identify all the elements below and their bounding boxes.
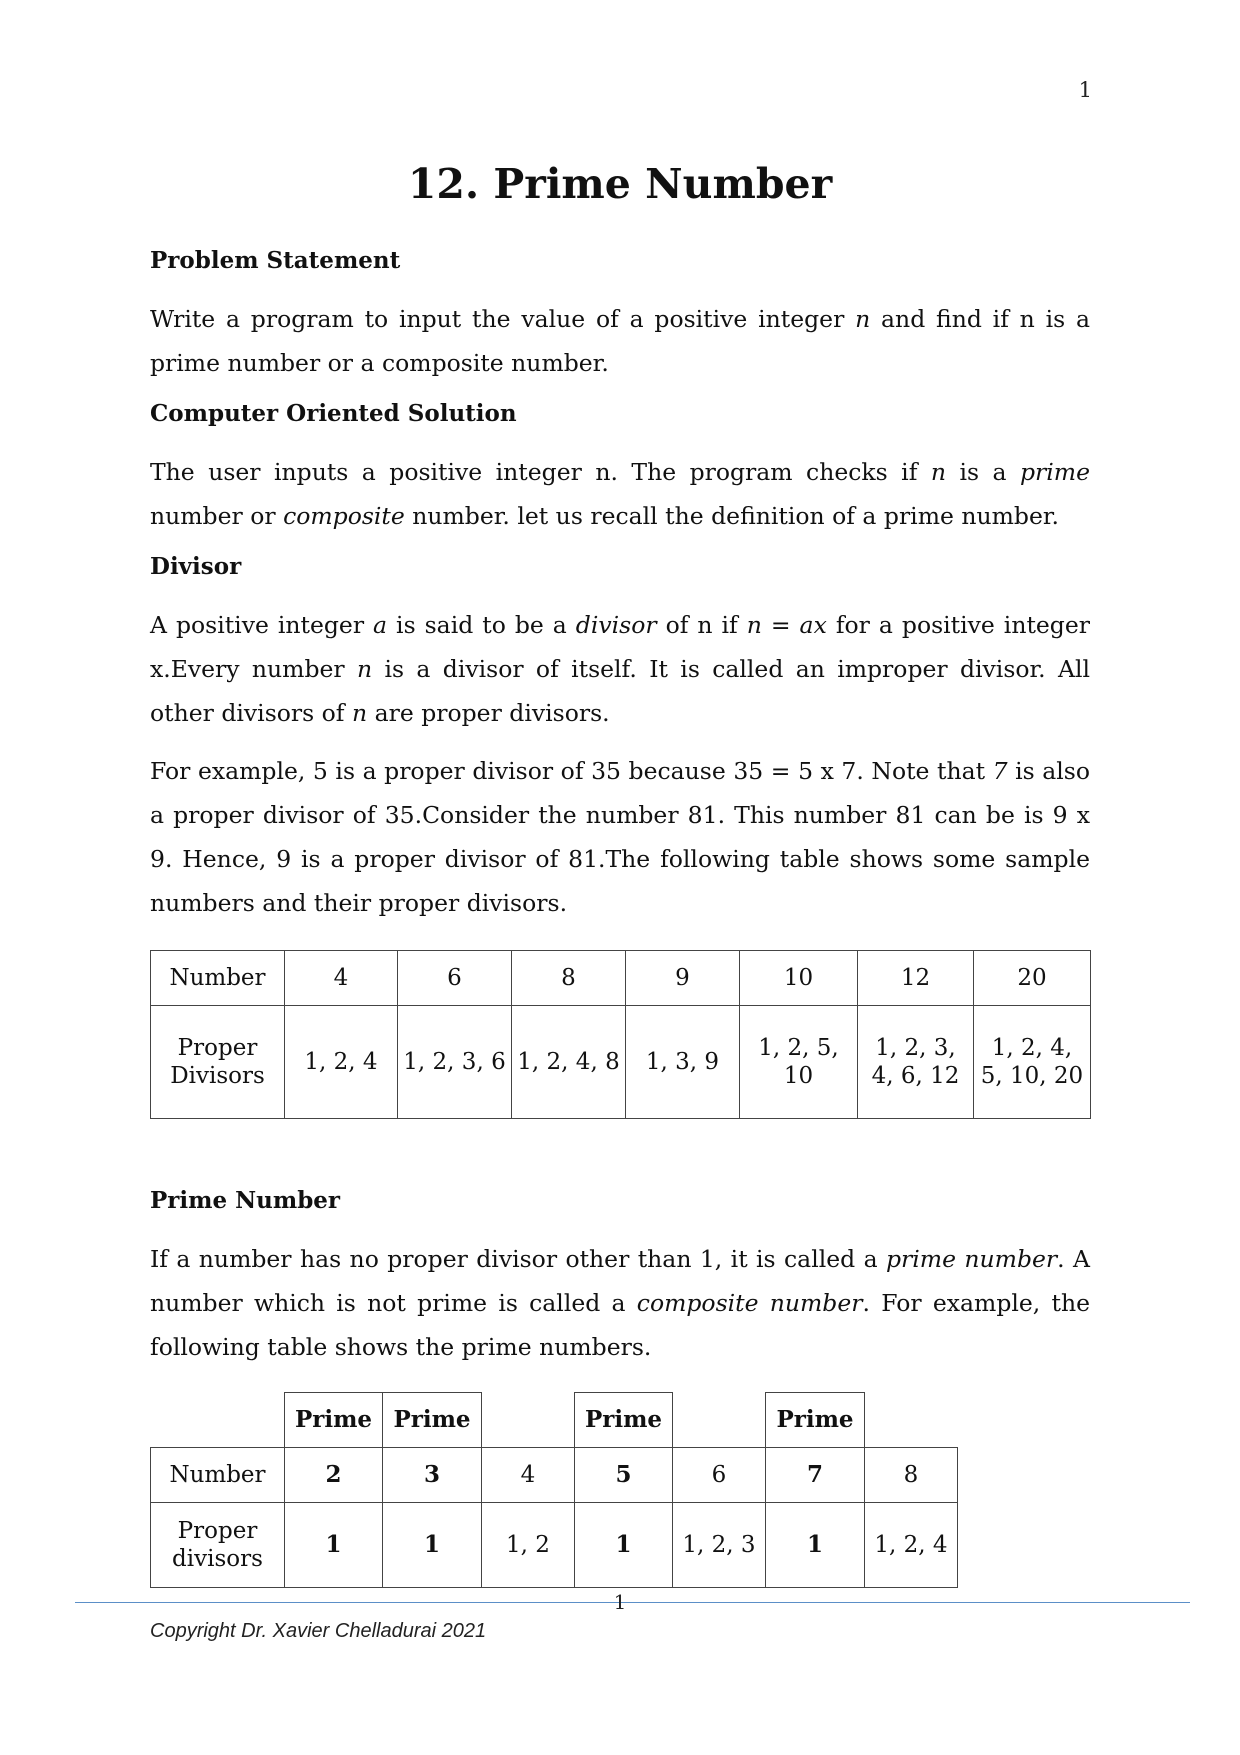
content-body-prime (150, 1186, 1090, 1369)
table-cell: 2 (285, 1448, 383, 1503)
page-number-top: 1 (1078, 78, 1092, 102)
table-cell: 8 (865, 1448, 958, 1503)
heading-solution: Computer Oriented Solution (150, 400, 517, 427)
heading-problem-statement: Problem Statement (150, 247, 401, 274)
table-cell: 1, 2, 4, 5, 10, 20 (974, 1006, 1091, 1119)
table-row (151, 1006, 1091, 1119)
table-cell: 1, 2, 4 (285, 1006, 398, 1119)
page-title: 12. Prime Number (407, 160, 833, 208)
table-cell: 7 (766, 1448, 865, 1503)
prime-label: Prime (285, 1393, 383, 1448)
table-cell: 1 (575, 1503, 673, 1588)
table-cell: 1, 2, 3, 6 (398, 1006, 512, 1119)
table-cell: 1, 2, 3, 4, 6, 12 (858, 1006, 974, 1119)
prime-label: Prime (383, 1393, 482, 1448)
table-cell: 10 (740, 951, 858, 1006)
heading-divisor: Divisor (150, 553, 242, 580)
paragraph-divisor-definition: A positive integer a is said to be a divisor of n if n = ax for a positive integer x.Every number n is a divisor of itself. It is called an improper divisor. All other divisors of n are proper divisors. (150, 611, 1091, 727)
table-cell: 1 (766, 1503, 865, 1588)
paragraph-prime-number: If a number has no proper divisor other than 1, it is called a prime number. A number which is not prime is called a composite number. For example, the following table shows the prime numbers. (150, 1245, 1090, 1361)
row-header-divisors: Proper Divisors (151, 1006, 285, 1119)
table-cell: 3 (383, 1448, 482, 1503)
paragraph-divisor-example: For example, 5 is a proper divisor of 35 because 35 = 5 x 7. Note that 7 is also a proper divisor of 35.Consider the number 81. This number 81 can be is 9 x 9. Hence, 9 is a proper divisor of 81.The following table shows some sample numbers and their proper divisors. (150, 757, 1090, 917)
table-cell: 8 (512, 951, 626, 1006)
paragraph-problem-statement: Write a program to input the value of a positive integer n and find if n is a prime number or a composite number. (150, 305, 1090, 377)
paragraph-solution: The user inputs a positive integer n. The program checks if n is a prime number or composite number. let us recall the definition of a prime number. (150, 458, 1090, 530)
table-cell: 4 (482, 1448, 575, 1503)
table-cell: 1, 2, 4 (865, 1503, 958, 1588)
table-row (151, 1503, 958, 1588)
table-cell: 1 (285, 1503, 383, 1588)
page-number-footer: 1 (613, 1590, 627, 1614)
prime-table (150, 1392, 958, 1588)
table-row (151, 1448, 958, 1503)
heading-prime-number: Prime Number (150, 1187, 341, 1214)
table-cell: 1, 2 (482, 1503, 575, 1588)
table-cell: 6 (398, 951, 512, 1006)
copyright-text: Copyright Dr. Xavier Chelladurai 2021 (150, 1620, 487, 1642)
table-cell: 1 (383, 1503, 482, 1588)
table-cell: 12 (858, 951, 974, 1006)
prime-label: Prime (766, 1393, 865, 1448)
row-header-number: Number (151, 951, 285, 1006)
table-cell: 1, 3, 9 (626, 1006, 740, 1119)
table-row (151, 951, 1091, 1006)
row-header-divisors: Proper divisors (151, 1503, 285, 1588)
table-cell: 20 (974, 951, 1091, 1006)
table-row (151, 1393, 958, 1448)
table-cell: 1, 2, 4, 8 (512, 1006, 626, 1119)
table-cell: 1, 2, 5, 10 (740, 1006, 858, 1119)
prime-label: Prime (575, 1393, 673, 1448)
divisor-table (150, 950, 1091, 1119)
table-cell: 6 (673, 1448, 766, 1503)
table-cell: 4 (285, 951, 398, 1006)
table-cell: 9 (626, 951, 740, 1006)
row-header-number: Number (151, 1448, 285, 1503)
table-cell: 5 (575, 1448, 673, 1503)
content-body (150, 246, 1090, 925)
table-cell: 1, 2, 3 (673, 1503, 766, 1588)
